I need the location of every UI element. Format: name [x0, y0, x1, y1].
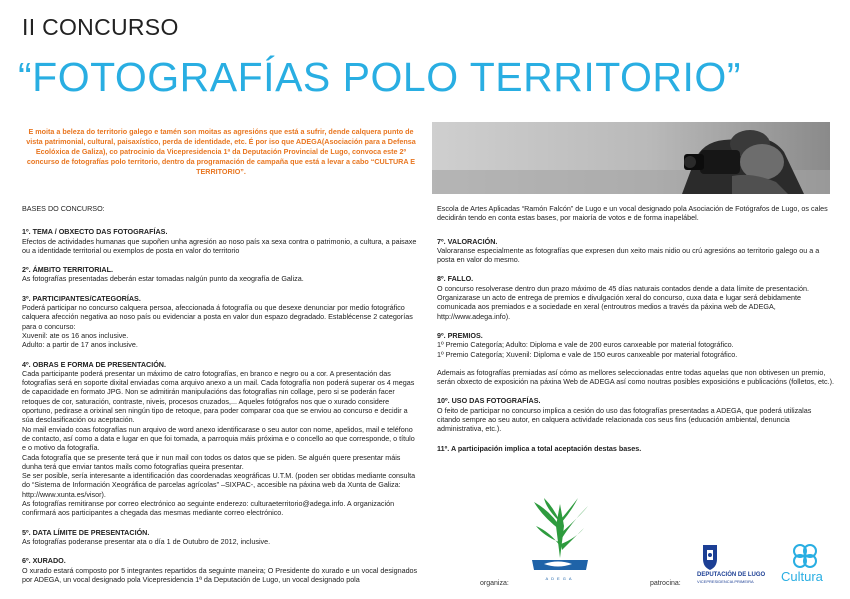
deputacion-name: DEPUTACIÓN DE LUGO [697, 572, 766, 578]
cultura-label: Cultura [781, 569, 823, 584]
contest-title: “FOTOGRAFÍAS POLO TERRITORIO” [18, 54, 741, 100]
section-6-continuation: Escola de Artes Aplicadas “Ramón Falcón” de Lugo e un vocal designado pola Asociación de Fotógrafos de Lugo, os cales decidirán tendo en conta estas bases, por maioría de votos e de forma inapelábel. [437, 204, 828, 223]
section-4-paragraph-2: No mail enviado coas fotografías nun arquivo de word anexo identificarase o seu autor con nome, apelidos, mail e teléfono de contacto, así como a data e lugar en que foi tomada, a parroquia máis próxima e o concello ao que corresponde, o título e o motivo da fotografía. [22, 424, 415, 453]
rules-left-column [22, 204, 420, 584]
section-1-title: 1º. TEMA / OBXECTO DAS FOTOGRAFÍAS. [22, 227, 168, 237]
section-4-paragraph-1: Cada participante poderá presentar un máximo de catro fotografías, en branco e negro ou a cor. A presentación das fotografías será en soporte dixital enviadas coma arquivo anexo a un mail. Cada fotografía non poderá superar os 4 megas de capacidade en formato JPG. Non se admitirán manipulacións das fotografías nin collage, pero si se poderán facer retoques de cor, saturación, contraste, niveis, procesos cruzados,... Aqueles fotógrafos nos que o xurado considere oportuno, pedirase a orixinal sen ningún tipo de retoque, para poder comparar coa que se enviou ao concurso e decidir a súa desclasificación ou aceptación. [22, 368, 415, 425]
section-8-paragraph-2: Organizarase un acto de entrega de premios e divulgación xeral do concurso, cuxa data e lugar será debidamente comunicada aos premiados e a sociedade en xeral (entroutros medios a través da páxina web de ADEGA, http://www.adega.info). [437, 293, 801, 321]
patrocina-label: patrocina: [650, 580, 681, 587]
adega-logo [524, 496, 596, 591]
section-4-paragraph-3: Cada fotografía que se presente terá que ir nun mail con todos os datos que se piden. Se alguén quere presentar máis dunha terá que enviar tantos mails como fotografías queira presentar. [22, 452, 401, 471]
section-6-body: O xurado estará composto por 5 integrantes repartidos da seguinte maneira; O Presidente do xurado e un vocal designados por ADEGA, un vocal designado pola Vicepresidencia 1ª da Deputación de Lugo, un vocal designado pola [22, 565, 418, 584]
adega-caption: ADEGA [545, 576, 575, 581]
section-9-prize-youth: 1º Premio Categoría; Xuvenil: Diploma e vale de 150 euros canxeable por material fotográfico. [437, 349, 738, 359]
section-5-body: As fotografías poderanse presentar ata o día 1 de Outubro de 2012, inclusive. [22, 536, 271, 546]
section-4-paragraph-5: As fotografías remitiranse por correo electrónico ao seguinte enderezo: culturaeterritorio@adega.info. A organización confirmará aos participantes a chegada das mesmas mediante correo electrónico. [22, 499, 395, 518]
contest-subtitle: II CONCURSO [22, 14, 179, 40]
deputacion-subtitle: VICEPRESIDENCIA PRIMEIRA [697, 579, 754, 584]
section-8-title: 8º. FALLO. [437, 274, 474, 284]
photographer-photo [432, 122, 830, 194]
section-2-body: As fotografías presentadas deberán estar tomadas nalgún punto da xeografía de Galiza. [22, 274, 304, 284]
section-1-body: Efectos de actividades humanas que supoñen unha agresión ao noso país xa sexa contra o patrimonio, a cultura, a paisaxe ou a identidade territorial ou exemplos de posta en valor do territorio [22, 236, 417, 255]
organiza-label: organiza: [480, 580, 509, 587]
section-9-paragraph-2: Ademais as fotografías premiadas así cómo as mellores seleccionadas entre todas aquelas que non obtivesen un premio, serán obxecto de exposición na páxina Web de ADEGA así como noutras posibles exposicións e publicacións (folletos, etc.). [437, 367, 834, 387]
section-3-title: 3º. PARTICIPANTES/CATEGORÍAS. [22, 293, 141, 303]
section-4-paragraph-4: Se ser posible, sería interesante a identificación das coordenadas xeográficas U.T.M. (poden ser obtidas mediante consulta do “Sistema de Información Xeográfica de parcelas agrícolas” –SIXPAC-, accesible na páxina web da Xunta de Galiza: http://www.xunta.es/visor). [22, 471, 416, 499]
intro-paragraph: E moita a beleza do territorio galego e tamén son moitas as agresións que está a sufrir, dende calquera punto de vista patrimonial, cultural, paisaxístico, perda de identidade, etc. É por iso que ADEGA(Asociación para a Defensa Ecolóxica de Galiza), co patrocinio da Vicepresidencia 1ª da Deputación Provincial de Lugo, convoca este 2º concurso de fotografías polo territorio, dentro da programación de campaña que está a levar a cabo “CULTURA E TERRITORIO”. [26, 127, 416, 176]
bases-heading: BASES DO CONCURSO: [22, 204, 105, 213]
section-7-title: 7º. VALORACIÓN. [437, 236, 498, 246]
rules-right-column [437, 204, 834, 453]
section-3-category-adult: Adulto: a partir de 17 anos inclusive. [22, 340, 138, 350]
section-10-body: O feito de participar no concurso implica a cesión do uso das fotografías presentadas a ADEGA, que poderá utilizalas citando sempre ao seu autor, en calquera actividade relacionada cos seus fins (educación ambiental, denuncia administrativa, etc.). [437, 405, 812, 434]
section-11-statement: 11º. A participación implica a total aceptación destas bases. [437, 443, 642, 453]
section-7-body: Valoraranse especialmente as fotografías que expresen dun xeito mais nidio ou crú agresións ao territorio galego ou a a posta en valor do mesmo. [437, 245, 820, 265]
section-5-title: 5º. DATA LÍMITE DE PRESENTACIÓN. [22, 527, 150, 537]
section-3-body: Poderá participar no concurso calquera persoa, afeccionada á fotografía ou que desexe denunciar por medio fotográfico calquera afección negativa ao noso país ou evidenciar a posta en valor dun espazo degradado. Establécense 2 categorías para o concurso: [22, 303, 413, 331]
section-6-title: 6º. XURADO. [22, 556, 66, 566]
section-9-title: 9º. PREMIOS. [437, 330, 483, 340]
section-9-prize-adult: 1º Premio Categoría; Adulto: Diploma e vale de 200 euros canxeable por material fotográfico. [437, 340, 734, 350]
section-3-category-youth: Xuvenil: ate os 16 anos inclusive. [22, 330, 129, 340]
section-4-title: 4º. OBRAS E FORMA DE PRESENTACIÓN. [22, 359, 166, 369]
section-2-title: 2º. ÁMBITO TERRITORIAL. [22, 265, 114, 275]
section-10-title: 10º. USO DAS FOTOGRAFÍAS. [437, 396, 541, 406]
section-8-paragraph-1: O concurso resolverase dentro dun prazo máximo de 45 días naturais contados dende a data límite de presentación. [437, 283, 809, 293]
